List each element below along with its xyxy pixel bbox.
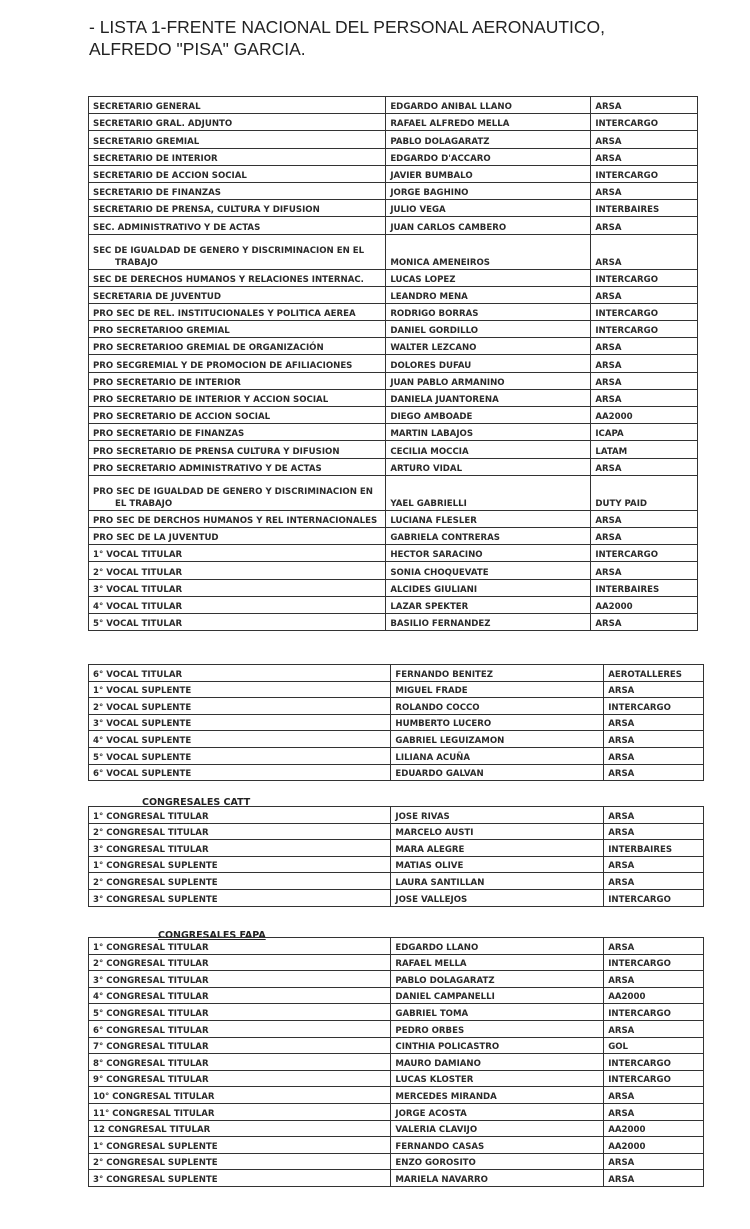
table-row bbox=[89, 1087, 704, 1104]
cargo-cell: 2° VOCAL SUPLENTE bbox=[89, 698, 391, 715]
cargo-cell bbox=[89, 234, 386, 269]
nombre-cell: MARCELO AUSTI bbox=[391, 823, 604, 840]
cargo-cell: 1° CONGRESAL TITULAR bbox=[89, 807, 391, 824]
empresa-cell: ARSA bbox=[604, 1103, 704, 1120]
empresa-cell: ARSA bbox=[591, 131, 698, 148]
empresa-cell: ARSA bbox=[591, 562, 698, 579]
cargo-cell: 6° VOCAL TITULAR bbox=[89, 665, 391, 682]
nombre-cell: DANIEL CAMPANELLI bbox=[391, 987, 604, 1004]
empresa-cell: ARSA bbox=[604, 731, 704, 748]
nombre-cell: MONICA AMENEIROS bbox=[386, 234, 591, 269]
nombre-cell: GABRIEL TOMA bbox=[391, 1004, 604, 1021]
table-row bbox=[89, 114, 698, 131]
table-row bbox=[89, 954, 704, 971]
cargo-cell: 7° CONGRESAL TITULAR bbox=[89, 1037, 391, 1054]
cargo-cell: PRO SECRETARIO DE INTERIOR Y ACCION SOCIAL bbox=[89, 389, 386, 406]
nombre-cell: HUMBERTO LUCERO bbox=[391, 714, 604, 731]
cargo-cell: 3° CONGRESAL TITULAR bbox=[89, 840, 391, 857]
empresa-cell: ARSA bbox=[604, 807, 704, 824]
nombre-cell: SONIA CHOQUEVATE bbox=[386, 562, 591, 579]
table-row bbox=[89, 217, 698, 234]
empresa-cell: ARSA bbox=[591, 97, 698, 114]
congresales-fapa-heading: CONGRESALES FAPA bbox=[158, 930, 266, 941]
nombre-cell: ARTURO VIDAL bbox=[386, 458, 591, 475]
empresa-cell: ARSA bbox=[604, 823, 704, 840]
empresa-cell: AA2000 bbox=[591, 596, 698, 613]
cargo-cell: 2° CONGRESAL TITULAR bbox=[89, 954, 391, 971]
nombre-cell: MAURO DAMIANO bbox=[391, 1054, 604, 1071]
nombre-cell: RODRIGO BORRAS bbox=[386, 303, 591, 320]
congresales-fapa-table bbox=[88, 937, 704, 1187]
nombre-cell: VALERIA CLAVIJO bbox=[391, 1120, 604, 1137]
empresa-cell: ARSA bbox=[591, 182, 698, 199]
cargo-cell: PRO SECRETARIO DE PRENSA CULTURA Y DIFUSION bbox=[89, 441, 386, 458]
nombre-cell: MARA ALEGRE bbox=[391, 840, 604, 857]
cargo-cell: 4° CONGRESAL TITULAR bbox=[89, 987, 391, 1004]
document-title bbox=[89, 16, 605, 60]
nombre-cell: HECTOR SARACINO bbox=[386, 545, 591, 562]
empresa-cell: INTERCARGO bbox=[591, 269, 698, 286]
empresa-cell: ARSA bbox=[591, 234, 698, 269]
table-row bbox=[89, 764, 704, 781]
nombre-cell: CECILIA MOCCIA bbox=[386, 441, 591, 458]
nombre-cell: LUCAS LOPEZ bbox=[386, 269, 591, 286]
nombre-cell: WALTER LEZCANO bbox=[386, 338, 591, 355]
nombre-cell: RAFAEL MELLA bbox=[391, 954, 604, 971]
cargo-cell: 10° CONGRESAL TITULAR bbox=[89, 1087, 391, 1104]
cargo-cell: SECRETARIO GREMIAL bbox=[89, 131, 386, 148]
table-row bbox=[89, 714, 704, 731]
cargo-cell: SECRETARIA DE JUVENTUD bbox=[89, 286, 386, 303]
cargo-cell: 1° CONGRESAL SUPLENTE bbox=[89, 1137, 391, 1154]
empresa-cell: AA2000 bbox=[604, 1137, 704, 1154]
cargo-cell: SECRETARIO GENERAL bbox=[89, 97, 386, 114]
cargo-cell: 5° CONGRESAL TITULAR bbox=[89, 1004, 391, 1021]
cargo-text-continued: TRABAJO bbox=[115, 257, 158, 268]
nombre-cell: DANIELA JUANTORENA bbox=[386, 389, 591, 406]
empresa-cell: ARSA bbox=[591, 286, 698, 303]
empresa-cell: ARSA bbox=[604, 873, 704, 890]
empresa-cell: ARSA bbox=[591, 217, 698, 234]
table-row bbox=[89, 303, 698, 320]
table-row bbox=[89, 1020, 704, 1037]
comision-directiva-table bbox=[88, 96, 698, 631]
table-row bbox=[89, 355, 698, 372]
nombre-cell: GABRIEL LEGUIZAMON bbox=[391, 731, 604, 748]
congresales-catt-heading: CONGRESALES CATT bbox=[142, 797, 251, 808]
cargo-cell: SEC. ADMINISTRATIVO Y DE ACTAS bbox=[89, 217, 386, 234]
empresa-cell: ARSA bbox=[604, 714, 704, 731]
cargo-cell: 12 CONGRESAL TITULAR bbox=[89, 1120, 391, 1137]
cargo-cell: 3° VOCAL SUPLENTE bbox=[89, 714, 391, 731]
cargo-cell: 3° VOCAL TITULAR bbox=[89, 579, 386, 596]
table-row bbox=[89, 424, 698, 441]
empresa-cell: ARSA bbox=[604, 1020, 704, 1037]
nombre-cell: JORGE ACOSTA bbox=[391, 1103, 604, 1120]
empresa-cell: INTERCARGO bbox=[591, 303, 698, 320]
nombre-cell: FERNANDO CASAS bbox=[391, 1137, 604, 1154]
table-row bbox=[89, 321, 698, 338]
nombre-cell: ENZO GOROSITO bbox=[391, 1153, 604, 1170]
table-row bbox=[89, 873, 704, 890]
nombre-cell: JUAN CARLOS CAMBERO bbox=[386, 217, 591, 234]
empresa-cell: INTERCARGO bbox=[604, 1004, 704, 1021]
nombre-cell: YAEL GABRIELLI bbox=[386, 475, 591, 510]
nombre-cell: EDUARDO GALVAN bbox=[391, 764, 604, 781]
table-row bbox=[89, 182, 698, 199]
cargo-cell: 8° CONGRESAL TITULAR bbox=[89, 1054, 391, 1071]
nombre-cell: EDGARDO LLANO bbox=[391, 938, 604, 955]
empresa-cell: LATAM bbox=[591, 441, 698, 458]
table-row bbox=[89, 1170, 704, 1187]
table-row bbox=[89, 407, 698, 424]
empresa-cell: GOL bbox=[604, 1037, 704, 1054]
empresa-cell: ARSA bbox=[591, 613, 698, 630]
nombre-cell: DIEGO AMBOADE bbox=[386, 407, 591, 424]
nombre-cell: LAZAR SPEKTER bbox=[386, 596, 591, 613]
table-row bbox=[89, 971, 704, 988]
empresa-cell: INTERCARGO bbox=[591, 114, 698, 131]
empresa-cell: AA2000 bbox=[604, 987, 704, 1004]
congresales-catt-table bbox=[88, 806, 704, 907]
cargo-cell: SECRETARIO DE PRENSA, CULTURA Y DIFUSION bbox=[89, 200, 386, 217]
table-row bbox=[89, 1153, 704, 1170]
nombre-cell: FERNANDO BENITEZ bbox=[391, 665, 604, 682]
nombre-cell: JORGE BAGHINO bbox=[386, 182, 591, 199]
empresa-cell: INTERCARGO bbox=[604, 954, 704, 971]
table-row bbox=[89, 475, 698, 510]
nombre-cell: JAVIER BUMBALO bbox=[386, 165, 591, 182]
cargo-text-continued: EL TRABAJO bbox=[115, 498, 173, 509]
cargo-cell: 2° CONGRESAL SUPLENTE bbox=[89, 1153, 391, 1170]
cargo-cell: SEC DE DERECHOS HUMANOS Y RELACIONES INTERNAC. bbox=[89, 269, 386, 286]
empresa-cell: AA2000 bbox=[591, 407, 698, 424]
nombre-cell: RAFAEL ALFREDO MELLA bbox=[386, 114, 591, 131]
cargo-cell: 5° VOCAL TITULAR bbox=[89, 613, 386, 630]
cargo-cell: PRO SECRETARIO DE ACCION SOCIAL bbox=[89, 407, 386, 424]
table-row bbox=[89, 165, 698, 182]
cargo-cell: 9° CONGRESAL TITULAR bbox=[89, 1070, 391, 1087]
empresa-cell: DUTY PAID bbox=[591, 475, 698, 510]
table-row bbox=[89, 441, 698, 458]
cargo-cell: SECRETARIO DE INTERIOR bbox=[89, 148, 386, 165]
empresa-cell: ARSA bbox=[604, 1170, 704, 1187]
cargo-cell bbox=[89, 475, 386, 510]
table-row bbox=[89, 1037, 704, 1054]
cargo-cell: 6° VOCAL SUPLENTE bbox=[89, 764, 391, 781]
empresa-cell: ARSA bbox=[604, 1153, 704, 1170]
table-row bbox=[89, 372, 698, 389]
table-row bbox=[89, 1004, 704, 1021]
nombre-cell: LAURA SANTILLAN bbox=[391, 873, 604, 890]
empresa-cell: ARSA bbox=[591, 458, 698, 475]
cargo-cell: 4° VOCAL SUPLENTE bbox=[89, 731, 391, 748]
nombre-cell: LUCIANA FLESLER bbox=[386, 510, 591, 527]
cargo-cell: SECRETARIO DE ACCION SOCIAL bbox=[89, 165, 386, 182]
empresa-cell: ARSA bbox=[604, 764, 704, 781]
empresa-cell: ARSA bbox=[604, 938, 704, 955]
nombre-cell: ROLANDO COCCO bbox=[391, 698, 604, 715]
nombre-cell: LUCAS KLOSTER bbox=[391, 1070, 604, 1087]
nombre-cell: PABLO DOLAGARATZ bbox=[386, 131, 591, 148]
cargo-cell: 11° CONGRESAL TITULAR bbox=[89, 1103, 391, 1120]
nombre-cell: GABRIELA CONTRERAS bbox=[386, 527, 591, 544]
table-row bbox=[89, 665, 704, 682]
nombre-cell: CINTHIA POLICASTRO bbox=[391, 1037, 604, 1054]
nombre-cell: ALCIDES GIULIANI bbox=[386, 579, 591, 596]
table-row bbox=[89, 1120, 704, 1137]
empresa-cell: INTERCARGO bbox=[604, 1070, 704, 1087]
table-row bbox=[89, 1137, 704, 1154]
table-row bbox=[89, 889, 704, 906]
cargo-cell: PRO SEC DE LA JUVENTUD bbox=[89, 527, 386, 544]
nombre-cell: MARTIN LABAJOS bbox=[386, 424, 591, 441]
table-row bbox=[89, 286, 698, 303]
nombre-cell: DANIEL GORDILLO bbox=[386, 321, 591, 338]
empresa-cell: INTERCARGO bbox=[591, 321, 698, 338]
table-row bbox=[89, 562, 698, 579]
table-row bbox=[89, 269, 698, 286]
cargo-cell: PRO SECRETARIOO GREMIAL bbox=[89, 321, 386, 338]
empresa-cell: ARSA bbox=[591, 510, 698, 527]
nombre-cell: MARIELA NAVARRO bbox=[391, 1170, 604, 1187]
nombre-cell: EDGARDO D'ACCARO bbox=[386, 148, 591, 165]
cargo-cell: 1° CONGRESAL SUPLENTE bbox=[89, 856, 391, 873]
cargo-cell: SECRETARIO DE FINANZAS bbox=[89, 182, 386, 199]
cargo-text: PRO SEC DE IGUALDAD DE GENERO Y DISCRIMINACION EN bbox=[93, 486, 373, 497]
cargo-cell: PRO SECRETARIO DE FINANZAS bbox=[89, 424, 386, 441]
empresa-cell: ARSA bbox=[604, 681, 704, 698]
cargo-cell: PRO SEC DE DERCHOS HUMANOS Y REL INTERNACIONALES bbox=[89, 510, 386, 527]
cargo-cell: 5° VOCAL SUPLENTE bbox=[89, 747, 391, 764]
empresa-cell: ARSA bbox=[591, 372, 698, 389]
cargo-cell: PRO SECRETARIO DE INTERIOR bbox=[89, 372, 386, 389]
table-row bbox=[89, 596, 698, 613]
table-row bbox=[89, 97, 698, 114]
empresa-cell: INTERBAIRES bbox=[591, 579, 698, 596]
table-row bbox=[89, 840, 704, 857]
table-row bbox=[89, 389, 698, 406]
cargo-cell: 2° CONGRESAL TITULAR bbox=[89, 823, 391, 840]
cargo-cell: 2° CONGRESAL SUPLENTE bbox=[89, 873, 391, 890]
empresa-cell: ICAPA bbox=[591, 424, 698, 441]
table-row bbox=[89, 987, 704, 1004]
table-row bbox=[89, 148, 698, 165]
empresa-cell: ARSA bbox=[604, 856, 704, 873]
empresa-cell: INTERBAIRES bbox=[591, 200, 698, 217]
table-row bbox=[89, 807, 704, 824]
table-row bbox=[89, 698, 704, 715]
table-row bbox=[89, 1070, 704, 1087]
table-row bbox=[89, 1054, 704, 1071]
empresa-cell: ARSA bbox=[591, 148, 698, 165]
nombre-cell: MATIAS OLIVE bbox=[391, 856, 604, 873]
nombre-cell: BASILIO FERNANDEZ bbox=[386, 613, 591, 630]
cargo-cell: PRO SECRETARIOO GREMIAL DE ORGANIZACIÓN bbox=[89, 338, 386, 355]
table-row bbox=[89, 131, 698, 148]
cargo-cell: 1° VOCAL TITULAR bbox=[89, 545, 386, 562]
empresa-cell: AA2000 bbox=[604, 1120, 704, 1137]
empresa-cell: INTERCARGO bbox=[591, 165, 698, 182]
empresa-cell: ARSA bbox=[604, 971, 704, 988]
cargo-cell: 3° CONGRESAL SUPLENTE bbox=[89, 889, 391, 906]
empresa-cell: ARSA bbox=[604, 747, 704, 764]
empresa-cell: ARSA bbox=[591, 389, 698, 406]
nombre-cell: MERCEDES MIRANDA bbox=[391, 1087, 604, 1104]
cargo-cell: 2° VOCAL TITULAR bbox=[89, 562, 386, 579]
nombre-cell: EDGARDO ANIBAL LLANO bbox=[386, 97, 591, 114]
nombre-cell: LEANDRO MENA bbox=[386, 286, 591, 303]
empresa-cell: INTERBAIRES bbox=[604, 840, 704, 857]
nombre-cell: JOSE VALLEJOS bbox=[391, 889, 604, 906]
cargo-text: SEC DE IGUALDAD DE GENERO Y DISCRIMINACION EN EL bbox=[93, 245, 365, 256]
cargo-cell: PRO SECGREMIAL Y DE PROMOCION DE AFILIACIONES bbox=[89, 355, 386, 372]
table-row bbox=[89, 681, 704, 698]
cargo-cell: SECRETARIO GRAL. ADJUNTO bbox=[89, 114, 386, 131]
table-row bbox=[89, 938, 704, 955]
table-row bbox=[89, 613, 698, 630]
empresa-cell: INTERCARGO bbox=[591, 545, 698, 562]
empresa-cell: INTERCARGO bbox=[604, 1054, 704, 1071]
title-line-1: - LISTA 1-FRENTE NACIONAL DEL PERSONAL AERONAUTICO, bbox=[89, 17, 606, 37]
table-row bbox=[89, 823, 704, 840]
cargo-cell: PRO SEC DE REL. INSTITUCIONALES Y POLITICA AEREA bbox=[89, 303, 386, 320]
table-row bbox=[89, 458, 698, 475]
nombre-cell: PABLO DOLAGARATZ bbox=[391, 971, 604, 988]
table-row bbox=[89, 510, 698, 527]
table-row bbox=[89, 1103, 704, 1120]
nombre-cell: DOLORES DUFAU bbox=[386, 355, 591, 372]
empresa-cell: INTERCARGO bbox=[604, 698, 704, 715]
table-row bbox=[89, 731, 704, 748]
cargo-cell: 6° CONGRESAL TITULAR bbox=[89, 1020, 391, 1037]
table-row bbox=[89, 856, 704, 873]
empresa-cell: AEROTALLERES bbox=[604, 665, 704, 682]
cargo-cell: 1° CONGRESAL TITULAR bbox=[89, 938, 391, 955]
empresa-cell: INTERCARGO bbox=[604, 889, 704, 906]
table-row bbox=[89, 545, 698, 562]
table-row bbox=[89, 338, 698, 355]
vocales-table bbox=[88, 664, 704, 781]
cargo-cell: 3° CONGRESAL TITULAR bbox=[89, 971, 391, 988]
table-row bbox=[89, 747, 704, 764]
title-line-2: ALFREDO "PISA" GARCIA. bbox=[89, 39, 306, 59]
nombre-cell: JOSE RIVAS bbox=[391, 807, 604, 824]
empresa-cell: ARSA bbox=[591, 527, 698, 544]
empresa-cell: ARSA bbox=[591, 338, 698, 355]
table-row bbox=[89, 527, 698, 544]
nombre-cell: JUAN PABLO ARMANINO bbox=[386, 372, 591, 389]
table-row bbox=[89, 234, 698, 269]
cargo-cell: 4° VOCAL TITULAR bbox=[89, 596, 386, 613]
cargo-cell: 3° CONGRESAL SUPLENTE bbox=[89, 1170, 391, 1187]
table-row bbox=[89, 579, 698, 596]
empresa-cell: ARSA bbox=[604, 1087, 704, 1104]
nombre-cell: PEDRO ORBES bbox=[391, 1020, 604, 1037]
nombre-cell: JULIO VEGA bbox=[386, 200, 591, 217]
empresa-cell: ARSA bbox=[591, 355, 698, 372]
nombre-cell: LILIANA ACUÑA bbox=[391, 747, 604, 764]
cargo-cell: PRO SECRETARIO ADMINISTRATIVO Y DE ACTAS bbox=[89, 458, 386, 475]
cargo-cell: 1° VOCAL SUPLENTE bbox=[89, 681, 391, 698]
table-row bbox=[89, 200, 698, 217]
nombre-cell: MIGUEL FRADE bbox=[391, 681, 604, 698]
